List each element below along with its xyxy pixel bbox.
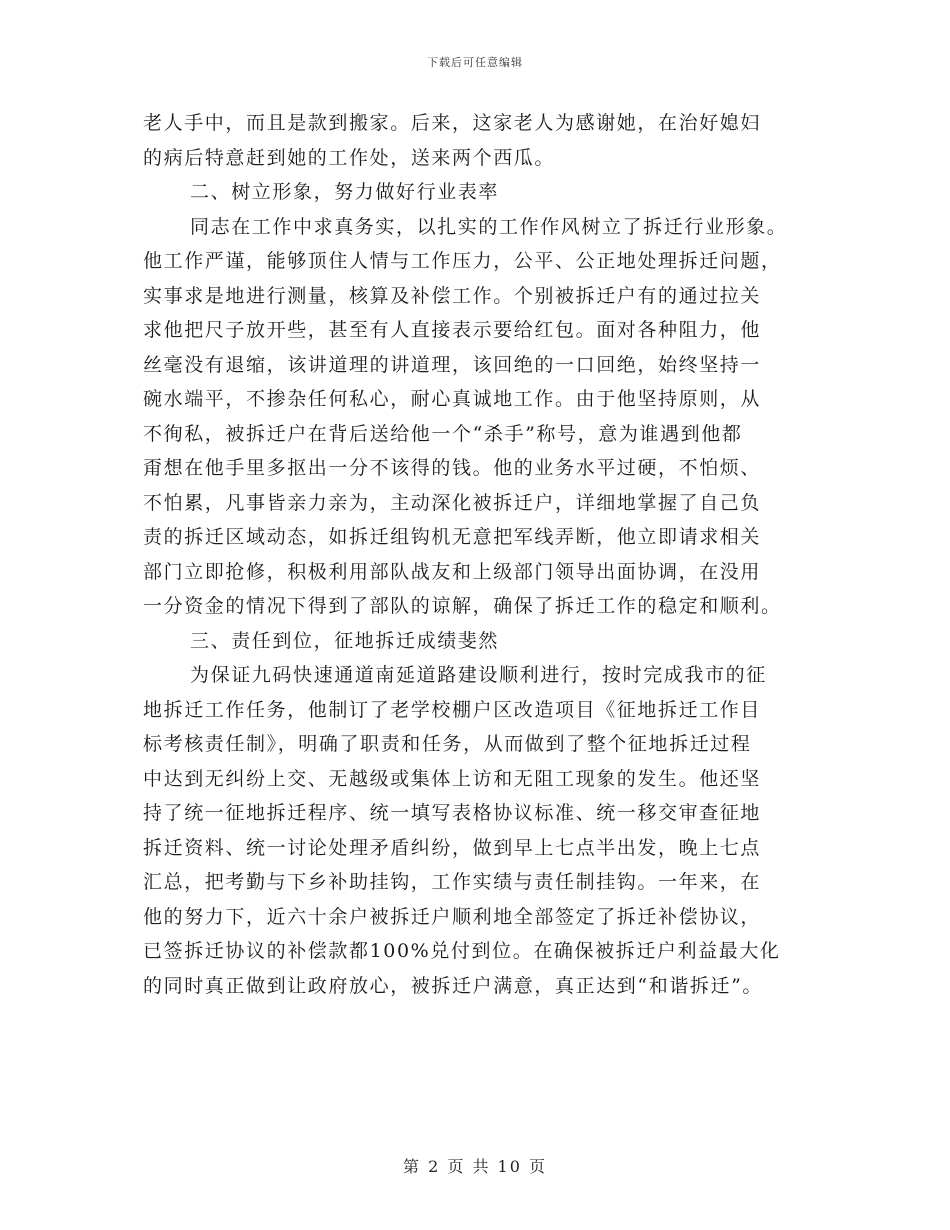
- body-line: 碗水端平，不掺杂任何私心，耐心真诚地工作。由于他坚持原则，从: [143, 388, 762, 410]
- body-line: 实事求是地进行测量，核算及补偿工作。个别被拆迁户有的通过拉关: [143, 284, 762, 307]
- body-line: 部门立即抢修，积极利用部队战友和上级部门领导出面协调，在没用: [143, 560, 762, 583]
- body-line: 为保证九码快速通道南延道路建设顺利进行，按时完成我市的征: [190, 664, 767, 686]
- section-heading-2: 二、树立形象，努力做好行业表率: [190, 181, 500, 203]
- body-line: 标考核责任制》，明确了职责和任务，从而做到了整个征地拆迁过程: [143, 733, 752, 755]
- body-line: 中达到无纠纷上交、无越级或集体上访和无阻工现象的发生。他还坚: [143, 767, 762, 790]
- body-line: 他的努力下，近六十余户被拆迁户顺利地全部签定了拆迁补偿协议，: [143, 905, 762, 928]
- body-line: 的病后特意赶到她的工作处，送来两个西瓜。: [143, 146, 556, 169]
- page-header: 下载后可任意编辑: [427, 56, 523, 69]
- page-footer: 第 2 页 共 10 页: [403, 1157, 547, 1176]
- body-line: 求他把尺子放开些，甚至有人直接表示要给红包。面对各种阻力，他: [143, 319, 762, 341]
- body-line: 一分资金的情况下得到了部队的谅解，确保了拆迁工作的稳定和顺利。: [143, 595, 782, 617]
- body-line: 汇总，把考勤与下乡补助挂钩，工作实绩与责任制挂钩。一年来，在: [143, 871, 762, 893]
- body-line: 的同时真正做到让政府放心，被拆迁户满意，真正达到“和谐拆迁”。: [143, 974, 764, 997]
- body-line: 不怕累，凡事皆亲力亲为，主动深化被拆迁户，详细地掌握了自己负: [143, 491, 762, 514]
- document-body: [143, 106, 818, 1003]
- body-line: 老人手中，而且是款到搬家。后来，这家老人为感谢她，在治好媳妇: [143, 112, 762, 134]
- body-line: 他工作严谨，能够顶住人情与工作压力，公平、公正地处理拆迁问题，: [143, 250, 782, 272]
- body-line: 拆迁资料、统一讨论处理矛盾纠纷，做到早上七点半出发，晚上七点: [143, 836, 762, 859]
- body-line: 责的拆迁区域动态，如拆迁组钩机无意把军线弄断，他立即请求相关: [143, 526, 762, 548]
- body-line: 丝毫没有退缩，该讲道理的讲道理，该回绝的一口回绝，始终坚持一: [143, 353, 762, 376]
- section-heading-3: 三、责任到位，征地拆迁成绩斐然: [190, 629, 500, 652]
- body-line: 地拆迁工作任务，他制订了老学校棚户区改造项目《征地拆迁工作目: [143, 698, 762, 721]
- body-line: 持了统一征地拆迁程序、统一填写表格协议标准、统一移交审查征地: [143, 802, 762, 824]
- body-line: 不徇私，被拆迁户在背后送给他一个“杀手”称号，意为谁遇到他都: [143, 422, 743, 445]
- body-line: 甭想在他手里多抠出一分不该得的钱。他的业务水平过硬，不怕烦、: [143, 457, 762, 479]
- body-line: 已签拆迁协议的补偿款都100%兑付到位。在确保被拆迁户利益最大化: [143, 940, 781, 962]
- body-line: 同志在工作中求真务实，以扎实的工作作风树立了拆迁行业形象。: [190, 215, 788, 238]
